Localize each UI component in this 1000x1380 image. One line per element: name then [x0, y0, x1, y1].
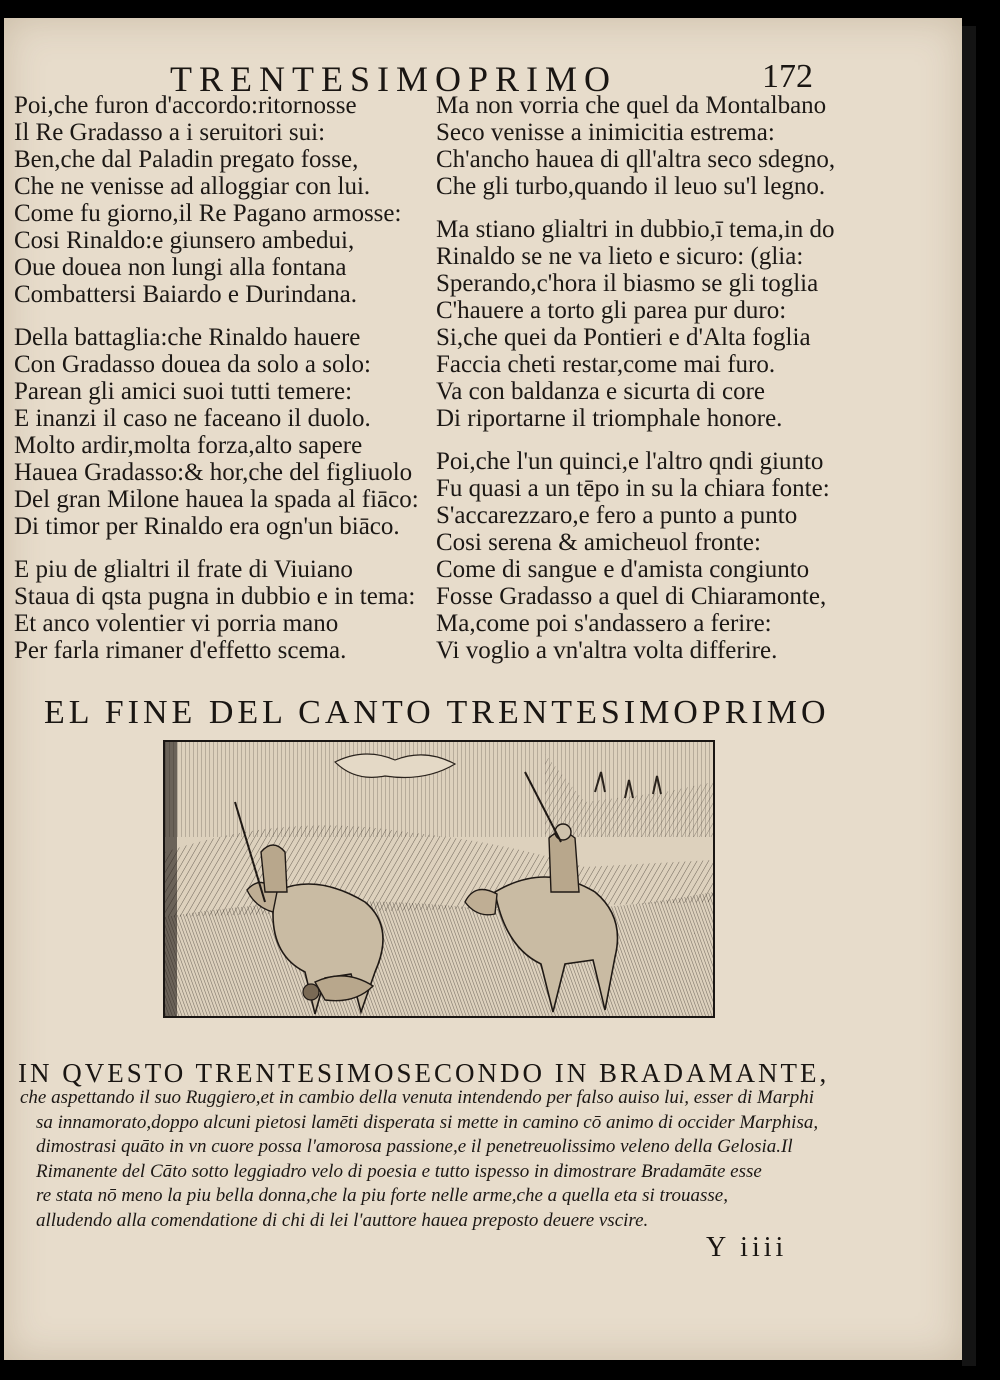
canto-argument	[20, 1086, 860, 1233]
verse-line: Con Gradasso douea da solo a solo:	[14, 351, 371, 378]
verse-line: Oue douea non lungi alla fontana	[14, 254, 347, 281]
verse-line: Fu quasi a un tēpo in su la chiara fonte:	[436, 475, 830, 502]
canto-end-title: EL FINE DEL CANTO TRENTESIMOPRIMO	[44, 694, 830, 731]
stanza	[14, 324, 434, 540]
verse-line: Poi,che l'un quinci,e l'altro qndi giunto	[436, 448, 824, 475]
verse-line: Che gli turbo,quando il leuo su'l legno.	[436, 173, 826, 200]
argument-line: re stata nō meno la piu bella donna,che la piu forte nelle arme,che a quella eta si trouasse,	[36, 1185, 728, 1206]
verse-line: Ma,come poi s'andassero a ferire:	[436, 610, 772, 637]
verse-line: Et anco volentier vi porria mano	[14, 610, 339, 637]
verse-line: Ben,che dal Paladin pregato fosse,	[14, 146, 359, 173]
verse-line: Ma non vorria che quel da Montalbano	[436, 92, 827, 119]
verse-line: Poi,che furon d'accordo:ritornosse	[14, 92, 357, 119]
argument-line: dimostrasi quāto in vn cuore possa l'amorosa passione,e il penetreuolissimo veleno della Gelosia.Il	[36, 1136, 793, 1157]
verse-line: Cosi serena & amicheuol fronte:	[436, 529, 761, 556]
verse-line: Vi voglio a vn'altra volta differire.	[436, 637, 778, 664]
signature-mark: Y iiii	[706, 1232, 788, 1263]
verse-line: Staua di qsta pugna in dubbio e in tema:	[14, 583, 416, 610]
verse-line: Che ne venisse ad alloggiar con lui.	[14, 173, 371, 200]
argument-heading: IN QVESTO TRENTESIMOSECONDO IN BRADAMANTE,	[18, 1058, 830, 1088]
folio-number: 172	[762, 58, 813, 95]
verse-line: Sperando,c'hora il biasmo se gli toglia	[436, 270, 819, 297]
running-head: TRENTESIMOPRIMO	[170, 59, 618, 99]
verse-line: Del gran Milone hauea la spada al fiāco:	[14, 486, 419, 513]
verse-line: Fosse Gradasso a quel di Chiaramonte,	[436, 583, 827, 610]
verse-line: Della battaglia:che Rinaldo hauere	[14, 324, 361, 351]
stanza	[436, 448, 856, 664]
argument-line: sa innamorato,doppo alcuni pietosi lamēti disperata si mette in camino cō animo di occider Marphisa,	[36, 1111, 819, 1133]
stanza	[14, 92, 434, 308]
verse-line: Di timor per Rinaldo era ogn'un biāco.	[14, 513, 400, 540]
stanza	[436, 216, 856, 432]
verse-line: Rinaldo se ne va lieto e sicuro: (glia:	[436, 243, 804, 270]
stanza	[436, 92, 856, 200]
verse-line: Seco venisse a inimicitia estrema:	[436, 119, 775, 146]
woodcut-illustration	[163, 740, 715, 1018]
verse-line: Faccia cheti restar,come mai furo.	[436, 351, 776, 378]
left-column	[14, 92, 434, 680]
argument-line: alludendo alla comendatione di chi di lei l'auttore hauea preposto deuere vscire.	[36, 1209, 649, 1231]
verse-line: Per farla rimaner d'effetto scema.	[14, 637, 347, 664]
verse-line: Cosi Rinaldo:e giunsero ambedui,	[14, 227, 355, 254]
verse-line: Parean gli amici suoi tutti temere:	[14, 378, 353, 405]
right-column	[436, 92, 856, 680]
verse-line: Va con baldanza e sicurta di core	[436, 378, 766, 405]
argument-line: che aspettando il suo Ruggiero,et in cambio della venuta intendendo per falso auiso lui, esser di Marphi	[20, 1087, 815, 1108]
page-edge-shadow	[962, 26, 976, 1366]
verse-line: Il Re Gradasso a i seruitori sui:	[14, 119, 326, 146]
verse-line: E piu de glialtri il frate di Viuiano	[14, 556, 353, 583]
verse-line: Come di sangue e d'amista congiunto	[436, 556, 810, 583]
verse-line: Si,che quei da Pontieri e d'Alta foglia	[436, 324, 811, 351]
argument-line: Rimanente del Cāto sotto leggiadro velo di poesia e tutto ispesso in dimostrare Bradamāte esse	[36, 1160, 762, 1182]
verse-line: S'accarezzaro,e fero a punto a punto	[436, 502, 798, 529]
verse-line: Combattersi Baiardo e Durindana.	[14, 281, 357, 308]
verse-line: E inanzi il caso ne faceano il duolo.	[14, 405, 371, 432]
verse-line: C'hauere a torto gli parea pur duro:	[436, 297, 787, 324]
woodcut-drawing	[165, 742, 713, 1016]
stanza	[14, 556, 434, 664]
verse-line: Come fu giorno,il Re Pagano armosse:	[14, 200, 402, 227]
verse-line: Ch'ancho hauea di qll'altra seco sdegno,	[436, 146, 836, 173]
verse-line: Di riportarne il triomphale honore.	[436, 405, 783, 432]
verse-line: Hauea Gradasso:& hor,che del figliuolo	[14, 459, 413, 486]
verse-line: Molto ardir,molta forza,alto sapere	[14, 432, 363, 459]
verse-line: Ma stiano glialtri in dubbio,ī tema,in do	[436, 216, 835, 243]
